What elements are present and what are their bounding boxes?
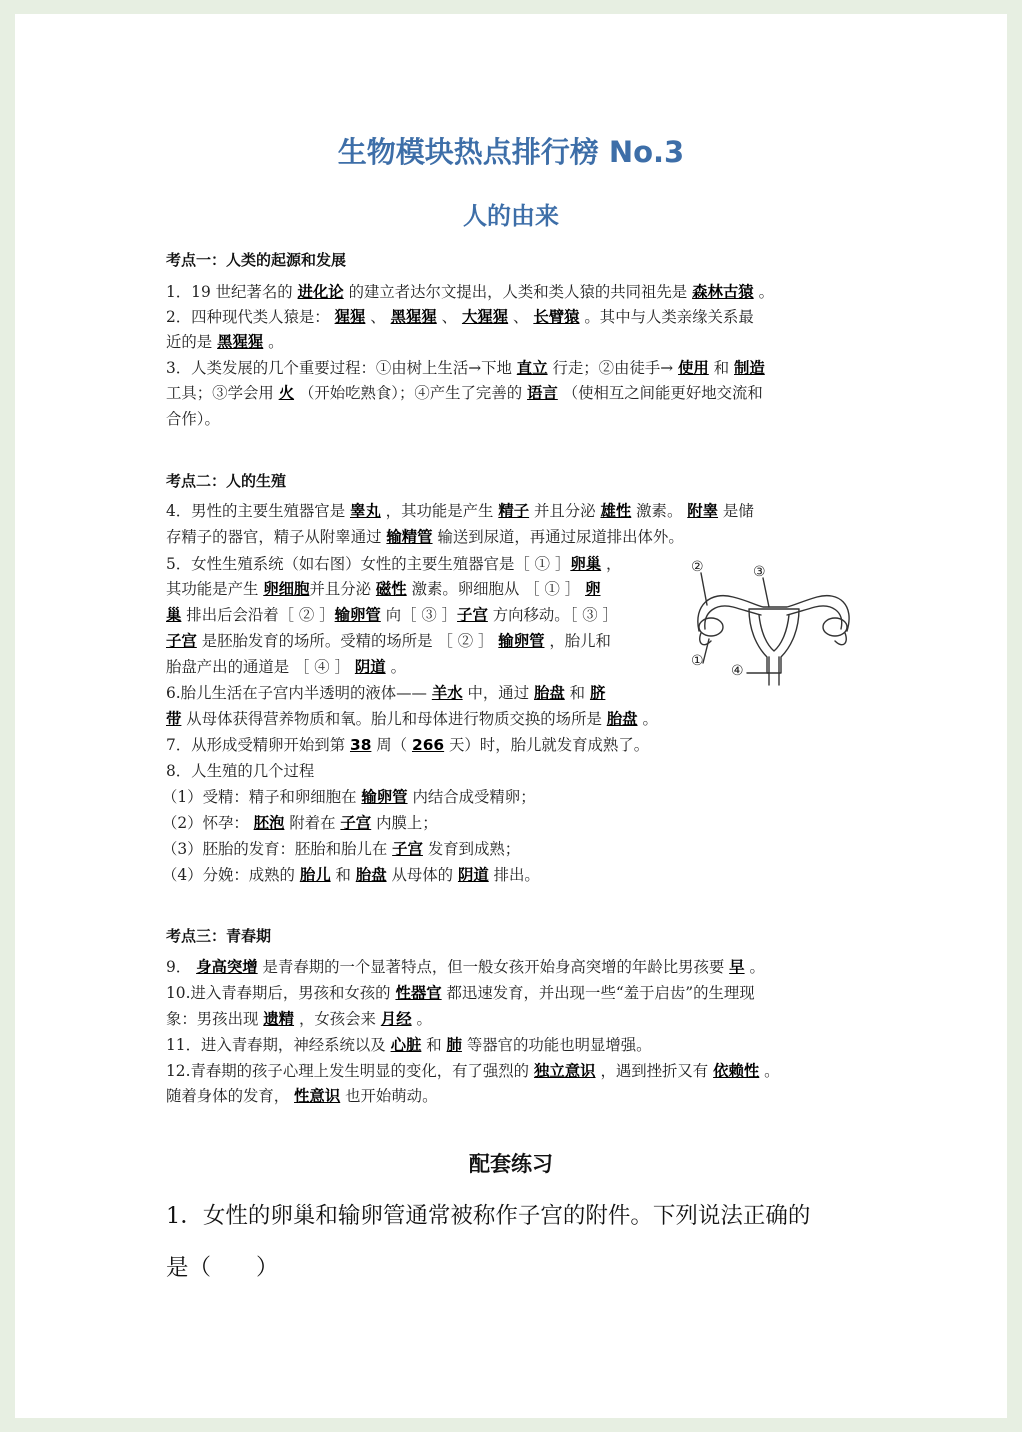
answer-blank: 输卵管 — [361, 788, 408, 806]
text-segment: ，遇到挫折又有 — [595, 1062, 714, 1080]
text-line — [166, 382, 763, 404]
text-line — [166, 281, 774, 303]
page-title: 生物模块热点排行榜 No.3 — [337, 135, 685, 169]
diagram-label-1: ① — [691, 653, 704, 669]
page-subtitle: 人的由来 — [463, 202, 559, 230]
text-segment: （2）怀孕： — [162, 814, 254, 832]
text-segment: 内膜上； — [371, 814, 438, 832]
exercise-heading: 配套练习 — [469, 1151, 553, 1176]
answer-blank: 火 — [278, 384, 295, 402]
answer-blank: 雄性 — [600, 502, 632, 520]
answer-blank: 性意识 — [294, 1087, 341, 1105]
answer-blank: 黑猩猩 — [217, 333, 264, 351]
text-segment: 是青春期的一个显著特点，但一般女孩开始身高突增的年龄比男孩要 — [257, 958, 730, 976]
answer-blank: 输卵管 — [334, 606, 381, 624]
text-segment: 。 — [385, 658, 406, 676]
text-segment: ，胎儿和 — [544, 632, 611, 650]
text-segment: 6.胎儿生活在子宫内半透明的液体—— — [166, 684, 432, 702]
answer-blank: 输卵管 — [498, 632, 545, 650]
text-segment: 。 — [411, 1010, 432, 1028]
female-reproductive-system-diagram — [689, 553, 859, 692]
answer-blank: 卵巢 — [570, 555, 602, 573]
answer-blank: 子宫 — [166, 632, 197, 650]
answer-blank: 黑猩猩 — [390, 308, 437, 326]
text-segment: （3）胚胎的发育：胚胎和胎儿在 — [162, 840, 393, 858]
section-heading-1: 考点一：人类的起源和发展 — [166, 251, 347, 269]
answer-blank: 巢 — [166, 606, 182, 624]
text-line — [162, 864, 540, 886]
text-line — [166, 408, 220, 430]
text-segment: 2．四种现代类人猿是： — [166, 308, 335, 326]
text-segment: （4）分娩：成熟的 — [162, 866, 300, 884]
text-line — [166, 1060, 780, 1082]
text-segment: 。其中与人类亲缘关系最 — [579, 308, 754, 326]
text-segment: 7．从形成受精卵开始到第 — [166, 736, 350, 754]
answer-blank: 阴道 — [354, 658, 386, 676]
text-segment: 、 — [508, 308, 534, 326]
text-segment: 是储 — [718, 502, 754, 520]
section-heading-3: 考点三：青春期 — [166, 927, 272, 945]
text-segment: 和 — [330, 866, 356, 884]
answer-blank: 心脏 — [390, 1036, 422, 1054]
text-segment: 12.青春期的孩子心理上发生明显的变化，有了强烈的 — [166, 1062, 534, 1080]
text-line — [166, 526, 684, 548]
text-line — [166, 1008, 432, 1030]
answer-blank: 独立意识 — [533, 1062, 596, 1080]
answer-blank: 子宫 — [457, 606, 488, 624]
answer-blank: 月经 — [380, 1010, 412, 1028]
answer-blank: 早 — [729, 958, 745, 976]
answer-blank: 遗精 — [263, 1010, 295, 1028]
answer-blank: 胎儿 — [299, 866, 331, 884]
text-segment: 等器官的功能也明显增强。 — [461, 1036, 652, 1054]
answer-blank: 精子 — [498, 502, 530, 520]
answer-blank: 进化论 — [297, 283, 344, 301]
text-segment: 激素。 — [631, 502, 688, 520]
answer-blank: 卵 — [585, 580, 601, 598]
text-segment: 和 — [708, 359, 734, 377]
text-line — [166, 956, 765, 978]
text-segment: 附着在 — [284, 814, 341, 832]
text-segment: 是胚胎发育的场所。受精的场所是 ［ ② ］ — [196, 632, 499, 650]
answer-blank: 脐 — [589, 684, 606, 702]
text-segment: 、 — [436, 308, 462, 326]
uterus-illustration — [689, 553, 859, 688]
text-segment: 排出后会沿着［ ② ］ — [181, 606, 335, 624]
text-segment: 和 — [564, 684, 590, 702]
text-segment: 4．男性的主要生殖器官是 — [166, 502, 350, 520]
answer-blank: 长臂猿 — [533, 308, 580, 326]
text-segment: 从母体的 — [386, 866, 458, 884]
exercise-question-line-2: 是（ ） — [166, 1255, 279, 1281]
text-segment: 并且分泌 — [309, 580, 376, 598]
text-line — [166, 500, 754, 522]
answer-blank: 38 — [349, 736, 372, 754]
text-segment: 象：男孩出现 — [166, 1010, 264, 1028]
text-segment: 。 — [263, 333, 284, 351]
text-segment: 向［ ③ ］ — [380, 606, 458, 624]
answer-blank: 输精管 — [386, 528, 433, 546]
answer-blank: 直立 — [516, 359, 548, 377]
text-segment: 1．19 世纪著名的 — [166, 283, 298, 301]
text-segment: 胎盘产出的通道是 ［ ④ ］ — [166, 658, 355, 676]
answer-blank: 制造 — [734, 359, 765, 377]
diagram-label-2: ② — [691, 559, 704, 575]
text-segment: 也开始萌动。 — [340, 1087, 438, 1105]
answer-blank: 266 — [411, 736, 445, 754]
text-segment: 工具；③学会用 — [166, 384, 279, 402]
answer-blank: 肺 — [446, 1036, 462, 1054]
answer-blank: 使用 — [678, 359, 709, 377]
text-line — [162, 812, 438, 834]
exercise-question-line-1: 1．女性的卵巢和输卵管通常被称作子宫的附件。下列说法正确的 — [166, 1203, 811, 1229]
answer-blank: 子宫 — [392, 840, 423, 858]
text-segment: 。 — [744, 958, 765, 976]
text-segment: 排出。 — [488, 866, 540, 884]
text-line — [166, 331, 284, 353]
answer-blank: 子宫 — [340, 814, 372, 832]
text-segment: 。 — [759, 1062, 780, 1080]
text-line — [166, 708, 658, 730]
text-segment: 中，通过 — [462, 684, 534, 702]
text-line — [166, 630, 611, 652]
answer-blank: 大猩猩 — [461, 308, 509, 326]
text-segment: 行走；②由徒手→ — [547, 359, 679, 377]
text-segment: 输送到尿道，再通过尿道排出体外。 — [432, 528, 684, 546]
text-line — [166, 682, 605, 704]
text-segment: （开始吃熟食）；④产生了完善的 — [294, 384, 527, 402]
text-line — [166, 553, 621, 575]
text-segment: ，其功能是产生 — [380, 502, 499, 520]
section-heading-2: 考点二：人的生殖 — [166, 472, 287, 490]
answer-blank: 胎盘 — [355, 866, 387, 884]
text-segment: 方向移动。［ ③ ］ — [487, 606, 618, 624]
answer-blank: 磁性 — [375, 580, 407, 598]
text-segment: 和 — [421, 1036, 447, 1054]
text-line — [166, 656, 406, 678]
text-segment: 内结合成受精卵； — [407, 788, 536, 806]
text-line — [166, 760, 314, 782]
text-line — [166, 982, 755, 1004]
answer-blank: 卵细胞 — [263, 580, 310, 598]
text-segment: 合作）。 — [166, 410, 220, 428]
text-segment: 。 — [637, 710, 658, 728]
text-segment: 从母体获得营养物质和氧。胎儿和母体进行物质交换的场所是 — [181, 710, 607, 728]
text-segment: 发育到成熟； — [422, 840, 521, 858]
text-segment: 天）时，胎儿就发育成熟了。 — [444, 736, 650, 754]
text-segment: 的建立者达尔文提出，人类和类人猿的共同祖先是 — [343, 283, 693, 301]
text-segment: 激素。卵细胞从 ［ ① ］ — [406, 580, 586, 598]
answer-blank: 性器官 — [395, 984, 442, 1002]
text-segment: 、 — [365, 308, 391, 326]
answer-blank: 胚泡 — [253, 814, 285, 832]
text-segment: （使相互之间能更好地交流和 — [557, 384, 763, 402]
answer-blank: 胎盘 — [606, 710, 638, 728]
text-segment: 5．女性生殖系统（如右图）女性的主要生殖器官是［ ① ］ — [166, 555, 571, 573]
text-segment: 并且分泌 — [529, 502, 601, 520]
text-segment: 其功能是产生 — [166, 580, 264, 598]
answer-blank: 睾丸 — [349, 502, 381, 520]
text-segment: 存精子的器官，精子从附睾通过 — [166, 528, 387, 546]
text-segment: ，女孩会来 — [294, 1010, 381, 1028]
answer-blank: 猩猩 — [334, 308, 366, 326]
text-line — [162, 786, 536, 808]
text-line — [166, 578, 600, 600]
text-segment: 8．人生殖的几个过程 — [166, 762, 315, 780]
text-line — [166, 604, 618, 626]
text-line — [162, 838, 520, 860]
diagram-label-3: ③ — [753, 564, 766, 580]
text-segment: 10.进入青春期后，男孩和女孩的 — [166, 984, 396, 1002]
text-line — [166, 734, 649, 756]
text-line — [166, 1034, 652, 1056]
text-segment: 随着身体的发育， — [166, 1087, 295, 1105]
answer-blank: 羊水 — [431, 684, 463, 702]
text-segment: 近的是 — [166, 333, 218, 351]
answer-blank: 阴道 — [457, 866, 489, 884]
answer-blank: 附睾 — [687, 502, 719, 520]
answer-blank: 森林古猿 — [692, 283, 754, 301]
text-segment: 9． — [166, 958, 197, 976]
text-segment: 。 — [753, 283, 774, 301]
answer-blank: 带 — [166, 710, 182, 728]
text-line — [166, 306, 754, 328]
answer-blank: 胎盘 — [533, 684, 565, 702]
text-segment: （1）受精：精子和卵细胞在 — [162, 788, 362, 806]
text-line — [166, 1085, 437, 1107]
text-segment: 周（ — [371, 736, 412, 754]
text-segment: ， — [601, 555, 622, 573]
answer-blank: 语言 — [527, 384, 558, 402]
text-line — [166, 357, 765, 379]
diagram-label-4: ④ — [731, 663, 744, 679]
text-segment: 11．进入青春期，神经系统以及 — [166, 1036, 391, 1054]
answer-blank: 身高突增 — [196, 958, 258, 976]
text-segment: 3．人类发展的几个重要过程：①由树上生活→下地 — [166, 359, 517, 377]
answer-blank: 依赖性 — [713, 1062, 760, 1080]
text-segment: 都迅速发育，并出现一些“羞于启齿”的生理现 — [441, 984, 755, 1002]
